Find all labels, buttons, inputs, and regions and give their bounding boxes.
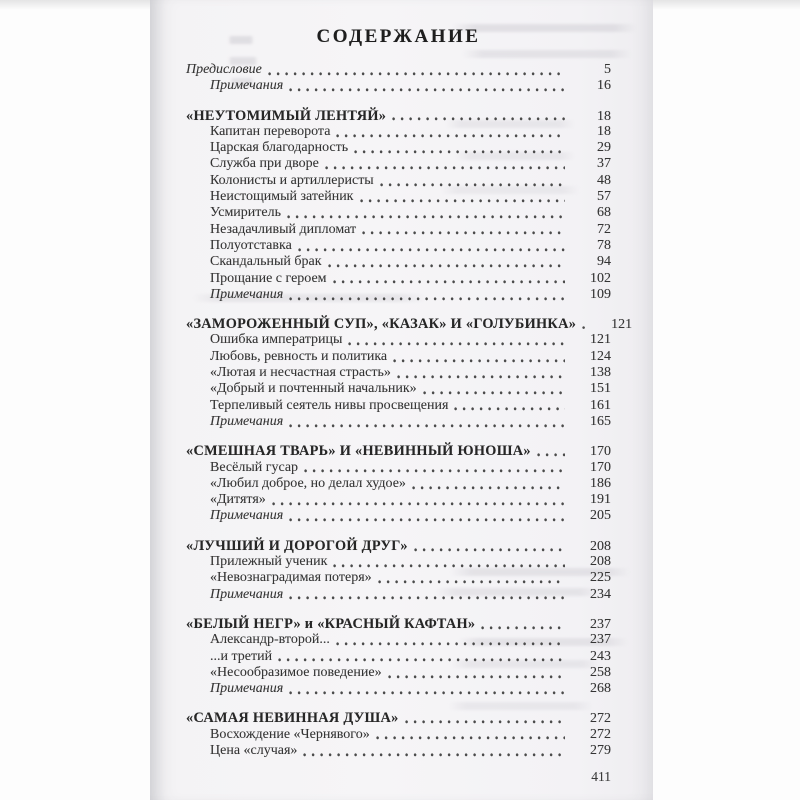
toc-content <box>186 0 633 785</box>
entry-page-number: 5 <box>604 62 611 77</box>
dot-leader <box>348 332 565 348</box>
dot-leader <box>336 124 565 140</box>
entry-label: «Любил доброе, но делал худое» <box>210 475 406 491</box>
dot-leader <box>304 460 565 476</box>
toc-chapter-row <box>186 316 633 333</box>
entry-label: Любовь, ревность и политика <box>210 348 388 364</box>
toc-entry-row <box>186 238 611 254</box>
entry-page-number: 208 <box>590 538 611 554</box>
entry-page-number: 121 <box>590 332 611 348</box>
entry-page-number: 48 <box>597 172 611 188</box>
toc-entry-row <box>186 681 611 697</box>
toc-group <box>186 710 611 759</box>
dot-leader <box>481 616 565 632</box>
entry-label: Восхождение «Чернявого» <box>210 726 370 742</box>
toc-entry-row <box>186 570 611 586</box>
entry-label: «НЕУТОМИМЫЙ ЛЕНТЯЙ» <box>186 107 387 124</box>
dot-leader <box>289 681 565 697</box>
entry-page-number: 234 <box>590 586 611 602</box>
toc-entry-row <box>186 254 611 270</box>
entry-label: Усмиритель <box>210 205 281 221</box>
book-page <box>150 0 653 800</box>
entry-page-number: 272 <box>590 711 611 727</box>
toc-entry-row <box>186 665 611 681</box>
toc-group <box>186 62 611 95</box>
entry-label: «СМЕШНАЯ ТВАРЬ» И «НЕВИННЫЙ ЮНОША» <box>186 443 531 460</box>
dot-leader <box>289 287 565 303</box>
entry-label: «БЕЛЫЙ НЕГР» и «КРАСНЫЙ КАФТАН» <box>186 615 476 632</box>
toc-chapter-row <box>186 616 611 632</box>
toc-entry-row <box>186 460 611 476</box>
entry-label: Прилежный ученик <box>210 554 328 570</box>
entry-page-number: 57 <box>597 189 611 205</box>
dot-leader <box>289 414 565 430</box>
toc-entry-row <box>186 381 611 397</box>
toc-entry-row <box>186 365 611 381</box>
entry-page-number: 237 <box>590 632 611 648</box>
dot-leader <box>336 632 565 648</box>
toc-entry-row <box>186 727 611 743</box>
entry-label: Примечания <box>210 508 284 524</box>
toc-entry-row <box>186 349 611 365</box>
entry-label: Терпеливый сеятель нивы просвещения <box>210 397 449 413</box>
entry-page-number: 29 <box>597 140 611 156</box>
entry-page-number: 16 <box>597 78 611 94</box>
entry-page-number: 18 <box>597 123 611 139</box>
entry-page-number: 208 <box>590 554 611 570</box>
entry-label: ...и третий <box>210 648 273 664</box>
entry-page-number: 191 <box>590 492 611 508</box>
dot-leader <box>325 156 565 172</box>
dot-leader <box>333 271 565 287</box>
toc-entry-row <box>186 62 611 78</box>
toc-entry-row <box>186 222 611 238</box>
dot-leader <box>298 238 565 254</box>
toc-entry-row <box>186 287 611 303</box>
toc-entry-row <box>186 649 611 665</box>
dot-leader <box>423 381 565 397</box>
dot-leader <box>287 205 565 221</box>
dot-leader <box>397 365 565 381</box>
entry-label: «Несообразимое поведение» <box>210 664 382 680</box>
entry-label: «Лютая и несчастная страсть» <box>210 365 391 381</box>
entry-label: Примечания <box>210 681 284 697</box>
entry-label: Предисловие <box>186 62 262 77</box>
entry-page-number: 94 <box>597 254 611 270</box>
dot-leader <box>268 62 565 78</box>
entry-label: Скандальный брак <box>210 254 322 270</box>
entry-page-number: 205 <box>590 508 611 524</box>
toc-entry-row <box>186 554 611 570</box>
entry-label: Цена «случая» <box>210 742 298 758</box>
toc-entry-row <box>186 156 611 172</box>
dot-leader <box>582 316 586 332</box>
entry-page-number: 170 <box>590 459 611 475</box>
toc-chapter-row <box>186 710 611 726</box>
dot-leader <box>362 222 565 238</box>
entry-page-number: 72 <box>597 221 611 237</box>
toc-entry-row <box>186 476 611 492</box>
toc-entry-row <box>186 508 611 524</box>
entry-label: Полуотставка <box>210 237 292 253</box>
entry-page-number: 124 <box>590 348 611 364</box>
entry-label: Царская благодарность <box>210 140 349 156</box>
toc-group <box>186 316 633 430</box>
dot-leader <box>454 398 565 414</box>
entry-page-number: 68 <box>597 205 611 221</box>
toc-entry-row <box>186 398 611 414</box>
entry-page-number: 268 <box>590 681 611 697</box>
dot-leader <box>412 476 565 492</box>
dot-leader <box>380 173 565 189</box>
entry-page-number: 272 <box>590 726 611 742</box>
toc-list <box>186 62 633 759</box>
entry-page-number: 258 <box>590 664 611 680</box>
entry-page-number: 151 <box>590 381 611 397</box>
entry-page-number: 37 <box>597 156 611 172</box>
entry-label: Незадачливый дипломат <box>210 221 357 237</box>
toc-chapter-row <box>186 443 611 459</box>
entry-label: «ЛУЧШИЙ И ДОРОГОЙ ДРУГ» <box>186 537 408 554</box>
toc-group <box>186 443 611 524</box>
entry-page-number: 161 <box>590 397 611 413</box>
toc-entry-row <box>186 743 611 759</box>
toc-group <box>186 538 611 603</box>
dot-leader <box>289 508 565 524</box>
toc-entry-row <box>186 271 611 287</box>
dot-leader <box>393 349 565 365</box>
entry-page-number: 225 <box>590 570 611 586</box>
entry-label: Александр-второй... <box>210 632 330 648</box>
dot-leader <box>378 570 565 586</box>
entry-page-number: 18 <box>597 108 611 124</box>
dot-leader <box>303 743 565 759</box>
toc-chapter-row <box>186 108 611 124</box>
dot-leader <box>278 649 565 665</box>
entry-page-number: 109 <box>590 286 611 302</box>
entry-label: Примечания <box>210 78 284 94</box>
dot-leader <box>388 665 565 681</box>
dot-leader <box>328 254 566 270</box>
dot-leader <box>414 538 565 554</box>
entry-label: Капитан переворота <box>210 123 331 139</box>
entry-label: «Дитятя» <box>210 492 266 508</box>
toc-chapter-row <box>186 538 611 554</box>
toc-entry-row <box>186 632 611 648</box>
entry-page-number: 78 <box>597 237 611 253</box>
entry-label: Неистощимый затейник <box>210 189 354 205</box>
dot-leader <box>272 492 565 508</box>
toc-entry-row <box>186 587 611 603</box>
folio-page-number: 411 <box>591 769 611 785</box>
dot-leader <box>354 140 565 156</box>
entry-label: «ЗАМОРОЖЕННЫЙ СУП», «КАЗАК» И «ГОЛУБИНКА» <box>186 316 577 333</box>
entry-page-number: 138 <box>590 365 611 381</box>
toc-entry-row <box>186 414 611 430</box>
dot-leader <box>289 587 565 603</box>
entry-page-number: 237 <box>590 616 611 632</box>
entry-page-number: 170 <box>590 444 611 460</box>
dot-leader <box>333 554 565 570</box>
entry-page-number: 102 <box>590 270 611 286</box>
dot-leader <box>360 189 566 205</box>
entry-label: «САМАЯ НЕВИННАЯ ДУША» <box>186 710 399 727</box>
dot-leader <box>405 710 565 726</box>
entry-label: Ошибка императрицы <box>210 332 343 348</box>
toc-entry-row <box>186 189 611 205</box>
toc-entry-row <box>186 492 611 508</box>
entry-label: Весёлый гусар <box>210 459 299 475</box>
entry-label: Прощание с героем <box>210 270 327 286</box>
entry-label: Служба при дворе <box>210 156 319 172</box>
toc-entry-row <box>186 78 611 94</box>
dot-leader <box>537 443 565 459</box>
toc-entry-row <box>186 173 611 189</box>
toc-entry-row <box>186 205 611 221</box>
entry-label: Колонисты и артиллеристы <box>210 172 374 188</box>
page-title: СОДЕРЖАНИЕ <box>316 26 481 47</box>
dot-leader <box>376 727 565 743</box>
entry-page-number: 121 <box>611 317 633 333</box>
entry-label: «Добрый и почтенный начальник» <box>210 381 417 397</box>
dot-leader <box>392 108 565 124</box>
dot-leader <box>289 78 565 94</box>
toc-entry-row <box>186 140 611 156</box>
entry-page-number: 165 <box>590 413 611 429</box>
entry-page-number: 186 <box>590 475 611 491</box>
entry-label: Примечания <box>210 286 284 302</box>
toc-entry-row <box>186 124 611 140</box>
entry-label: Примечания <box>210 413 284 429</box>
entry-page-number: 279 <box>590 742 611 758</box>
entry-label: Примечания <box>210 586 284 602</box>
toc-group <box>186 616 611 697</box>
toc-entry-row <box>186 332 611 348</box>
entry-page-number: 243 <box>590 648 611 664</box>
toc-group <box>186 108 611 304</box>
entry-label: «Невознаградимая потеря» <box>210 570 372 586</box>
